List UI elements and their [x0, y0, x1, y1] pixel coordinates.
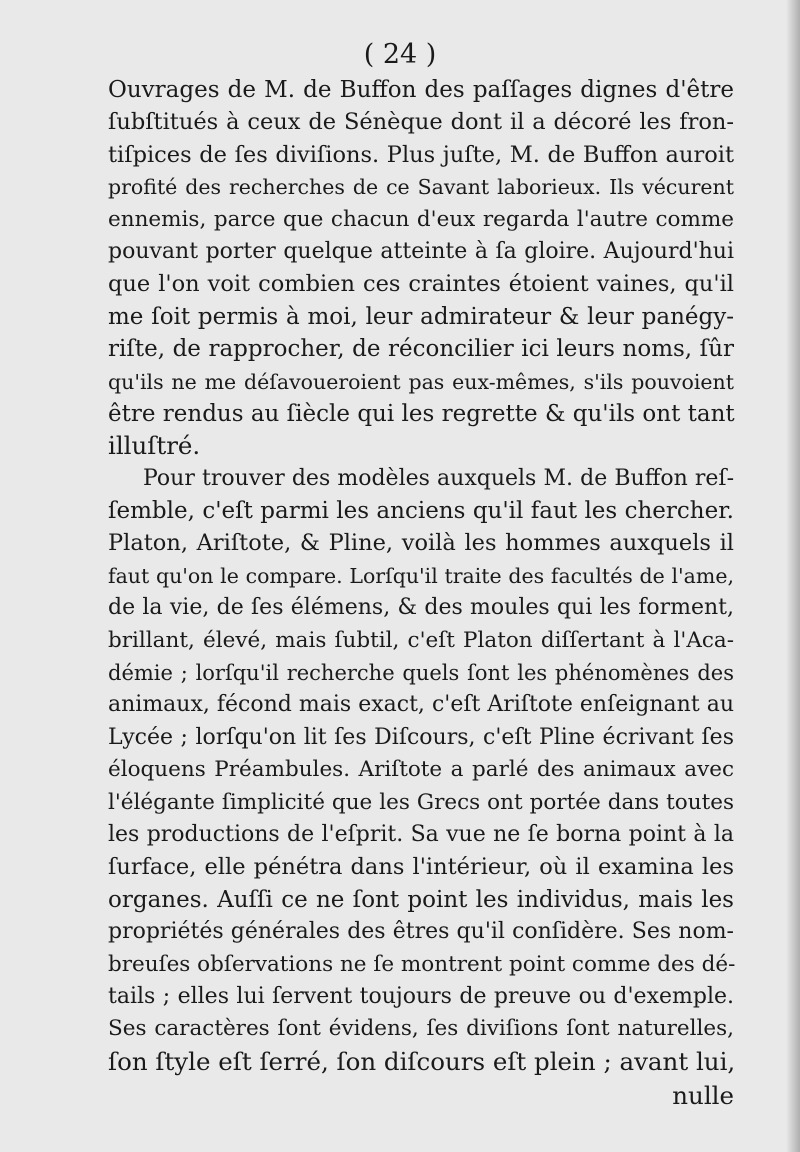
- text-line: brillant, élevé, mais ſubtil, c'eſt Platon diſſertant à l'Aca-: [108, 627, 734, 653]
- text-line: ennemis, parce que chacun d'eux regarda l'autre comme: [108, 206, 734, 232]
- text-line: riſte, de rapprocher, de réconcilier ici leurs noms, ſûr: [108, 336, 734, 363]
- text-line: de la vie, de ſes élémens, & des moules qui les forment,: [108, 595, 734, 621]
- body-text: [108, 74, 734, 1078]
- text-line: Ouvrages de M. de Buffon des paſſages dignes d'être: [108, 77, 734, 103]
- paragraph-2: [108, 463, 734, 1078]
- paragraph-1: [108, 74, 734, 463]
- text-line: breuſes obſervations ne ſe montrent point comme des dé-: [108, 951, 736, 977]
- text-line: l'élégante ſimplicité que les Grecs ont portée dans toutes: [108, 789, 734, 815]
- text-line: ſurface, elle pénétra dans l'intérieur, où il examina les: [108, 854, 734, 881]
- text-line: faut qu'on le compare. Lorſqu'il traite des facultés de l'ame,: [108, 563, 734, 588]
- text-line: profité des recherches de ce Savant laborieux. Ils vécurent: [108, 175, 734, 200]
- text-line: que l'on voit combien ces craintes étoient vaines, qu'il: [108, 271, 734, 298]
- catchword: nulle: [672, 1081, 734, 1110]
- text-line: animaux, fécond mais exact, c'eſt Ariſtote enſeignant au: [108, 692, 734, 718]
- text-line: être rendus au ſiècle qui les regrette & qu'ils ont tant: [108, 400, 735, 427]
- text-line: qu'ils ne me déſavoueroient pas eux-mêmes, s'ils pouvoient: [108, 369, 734, 394]
- text-line: Ses caractères ſont évidens, ſes diviſions ſont naturelles,: [108, 1016, 734, 1042]
- text-line: ſubſtitués à ceux de Sénèque dont il a décoré les fron-: [108, 109, 734, 136]
- text-line: me ſoit permis à moi, leur admirateur & leur panégy-: [108, 303, 734, 330]
- text-line: Platon, Ariſtote, & Pline, voilà les hommes auxquels il: [108, 530, 734, 557]
- text-line: tiſpices de ſes diviſions. Plus juſte, M. de Buffon auroit: [108, 141, 734, 168]
- text-line: illuſtré.: [108, 431, 201, 461]
- page-number: ( 24 ): [363, 39, 437, 70]
- text-line: éloquens Préambules. Ariſtote a parlé des animaux avec: [108, 757, 734, 783]
- text-line: tails ; elles lui ſervent toujours de preuve ou d'exemple.: [108, 983, 734, 1009]
- text-line: les productions de l'eſprit. Sa vue ne ſe borna point à la: [108, 821, 734, 847]
- text-line: pouvant porter quelque atteinte à ſa gloire. Aujourd'hui: [108, 238, 734, 264]
- text-line: ſon ſtyle eſt ſerré, ſon diſcours eſt plein ; avant lui,: [108, 1046, 736, 1076]
- text-line: Pour trouver des modèles auxquels M. de Buffon reſ-: [143, 465, 734, 491]
- text-line: organes. Auſſi ce ne ſont point les individus, mais les: [108, 886, 734, 913]
- page-edge-shadow: [786, 0, 800, 1152]
- text-line: Lycée ; lorſqu'on lit ſes Diſcours, c'eſt Pline écrivant ſes: [108, 724, 734, 750]
- text-line: propriétés générales des êtres qu'il conſidère. Ses nom-: [108, 919, 734, 945]
- text-line: ſemble, c'eſt parmi les anciens qu'il faut les chercher.: [108, 498, 734, 525]
- text-line: démie ; lorſqu'il recherche quels ſont les phénomènes des: [108, 661, 734, 686]
